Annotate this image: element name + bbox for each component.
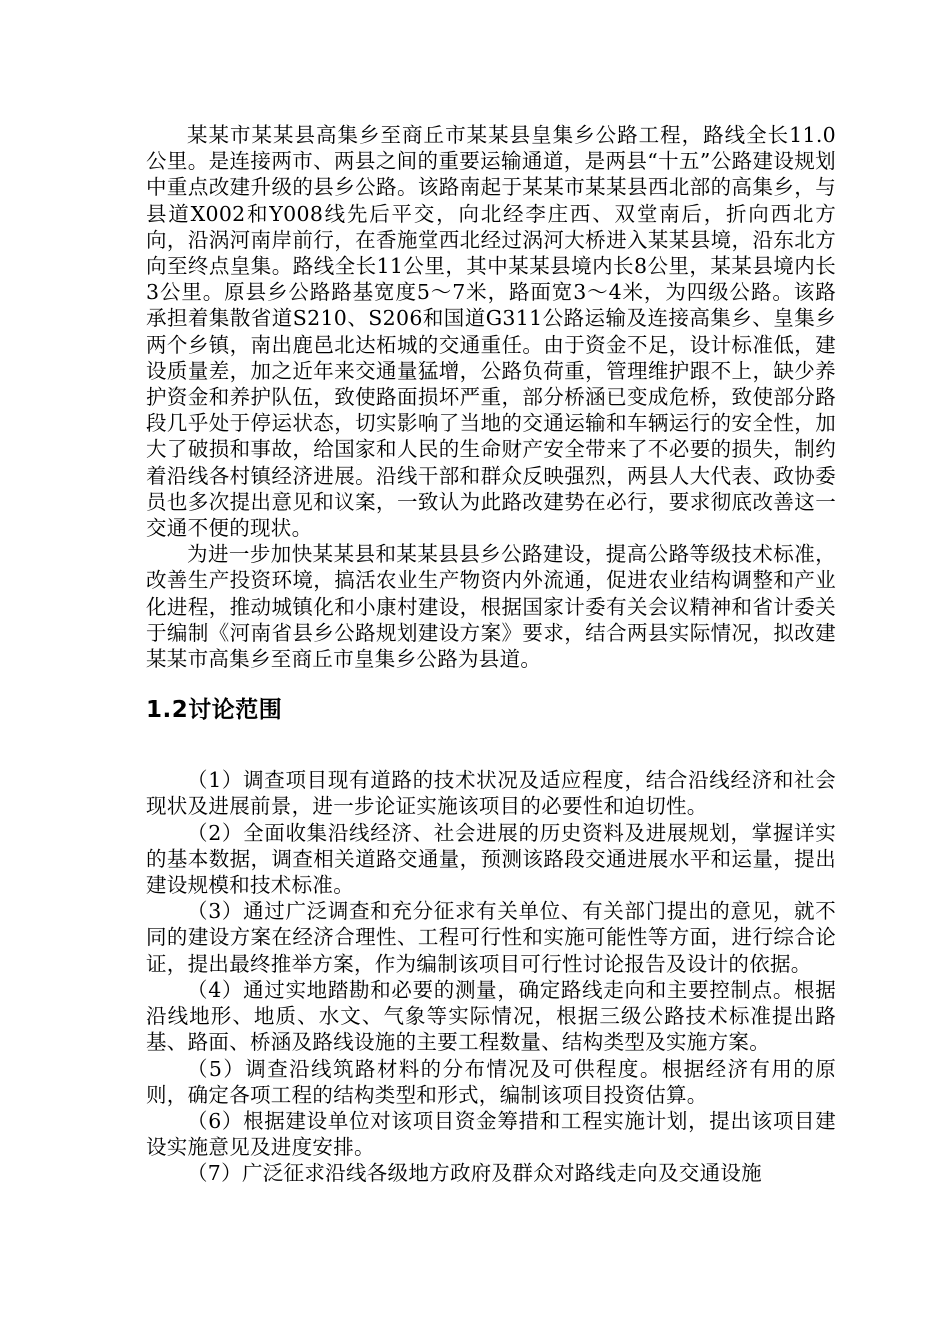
scope-item: （2）全面收集沿线经济、社会进展的历史资料及进展规划，掌握详实的基本数据，调查相关道路交通量，预测该路段交通进展水平和运量，提出建设规模和技术标准。 xyxy=(146,820,836,898)
scope-list xyxy=(146,767,836,1186)
scope-item: （4）通过实地踏勘和必要的测量，确定路线走向和主要控制点。根据沿线地形、地质、水文、气象等实际情况，根据三级公路技术标准提出路基、路面、桥涵及路线设施的主要工程数量、结构类型及实施方案。 xyxy=(146,977,836,1055)
document-body xyxy=(146,122,836,1187)
scope-item: （3）通过广泛调查和充分征求有关单位、有关部门提出的意见，就不同的建设方案在经济合理性、工程可行性和实施可能性等方面，进行综合论证，提出最终推举方案，作为编制该项目可行性讨论报告及设计的依据。 xyxy=(146,899,836,976)
intro-paragraph-2: 为进一步加快某某县和某某县县乡公路建设，提高公路等级技术标准，改善生产投资环境，搞活农业生产物资内外流通，促进农业结构调整和产业化进程，推动城镇化和小康村建设，根据国家计委有关会议精神和省计委关于编制《河南省县乡公路规划建设方案》要求，结合两县实际情况，拟改建某某市高集乡至商丘市皇集乡公路为县道。 xyxy=(146,542,836,672)
section-heading: 1.2讨论范围 xyxy=(146,697,283,724)
intro-paragraph-1: 某某市某某县高集乡至商丘市某某县皇集乡公路工程，路线全长11.0公里。是连接两市、两县之间的重要运输通道，是两县“十五”公路建设规划中重点改建升级的县乡公路。该路南起于某某市某某县西北部的高集乡，与县道X002和Y008线先后平交，向北经李庄西、双堂南后，折向西北方向，沿涡河南岸前行，在香施堂西北经过涡河大桥进入某某县境，沿东北方向至终点皇集。路线全长11公里，其中某某县境内长8公里，某某县境内长3公里。原县乡公路路基宽度5～7米，路面宽3～4米，为四级公路。该路承担着集散省道S210、S206和国道G311公路运输及连接高集乡、皇集乡两个乡镇，南出鹿邑北达柘城的交通重任。由于资金不足，设计标准低，建设质量差，加之近年来交通量猛增，公路负荷重，管理维护跟不上，缺少养护资金和养护队伍，致使路面损坏严重，部分桥涵已变成危桥，致使部分路段几乎处于停运状态，切实影响了当地的交通运输和车辆运行的安全性，加大了破损和事故，给国家和人民的生命财产安全带来了不必要的损失，制约着沿线各村镇经济进展。沿线干部和群众反映强烈，两县人大代表、政协委员也多次提出意见和议案，一致认为此路改建势在必行，要求彻底改善这一交通不便的现状。 xyxy=(146,123,836,541)
scope-item: （5）调查沿线筑路材料的分布情况及可供程度。根据经济有用的原则，确定各项工程的结构类型和形式，编制该项目投资估算。 xyxy=(146,1056,836,1107)
scope-item: （6）根据建设单位对该项目资金筹措和工程实施计划，提出该项目建设实施意见及进度安排。 xyxy=(146,1108,836,1160)
scope-item: （1）调查项目现有道路的技术状况及适应程度，结合沿线经济和社会现状及进展前景，进一步论证实施该项目的必要性和迫切性。 xyxy=(146,768,836,819)
scope-item: （7）广泛征求沿线各级地方政府及群众对路线走向及交通设施 xyxy=(187,1161,762,1186)
